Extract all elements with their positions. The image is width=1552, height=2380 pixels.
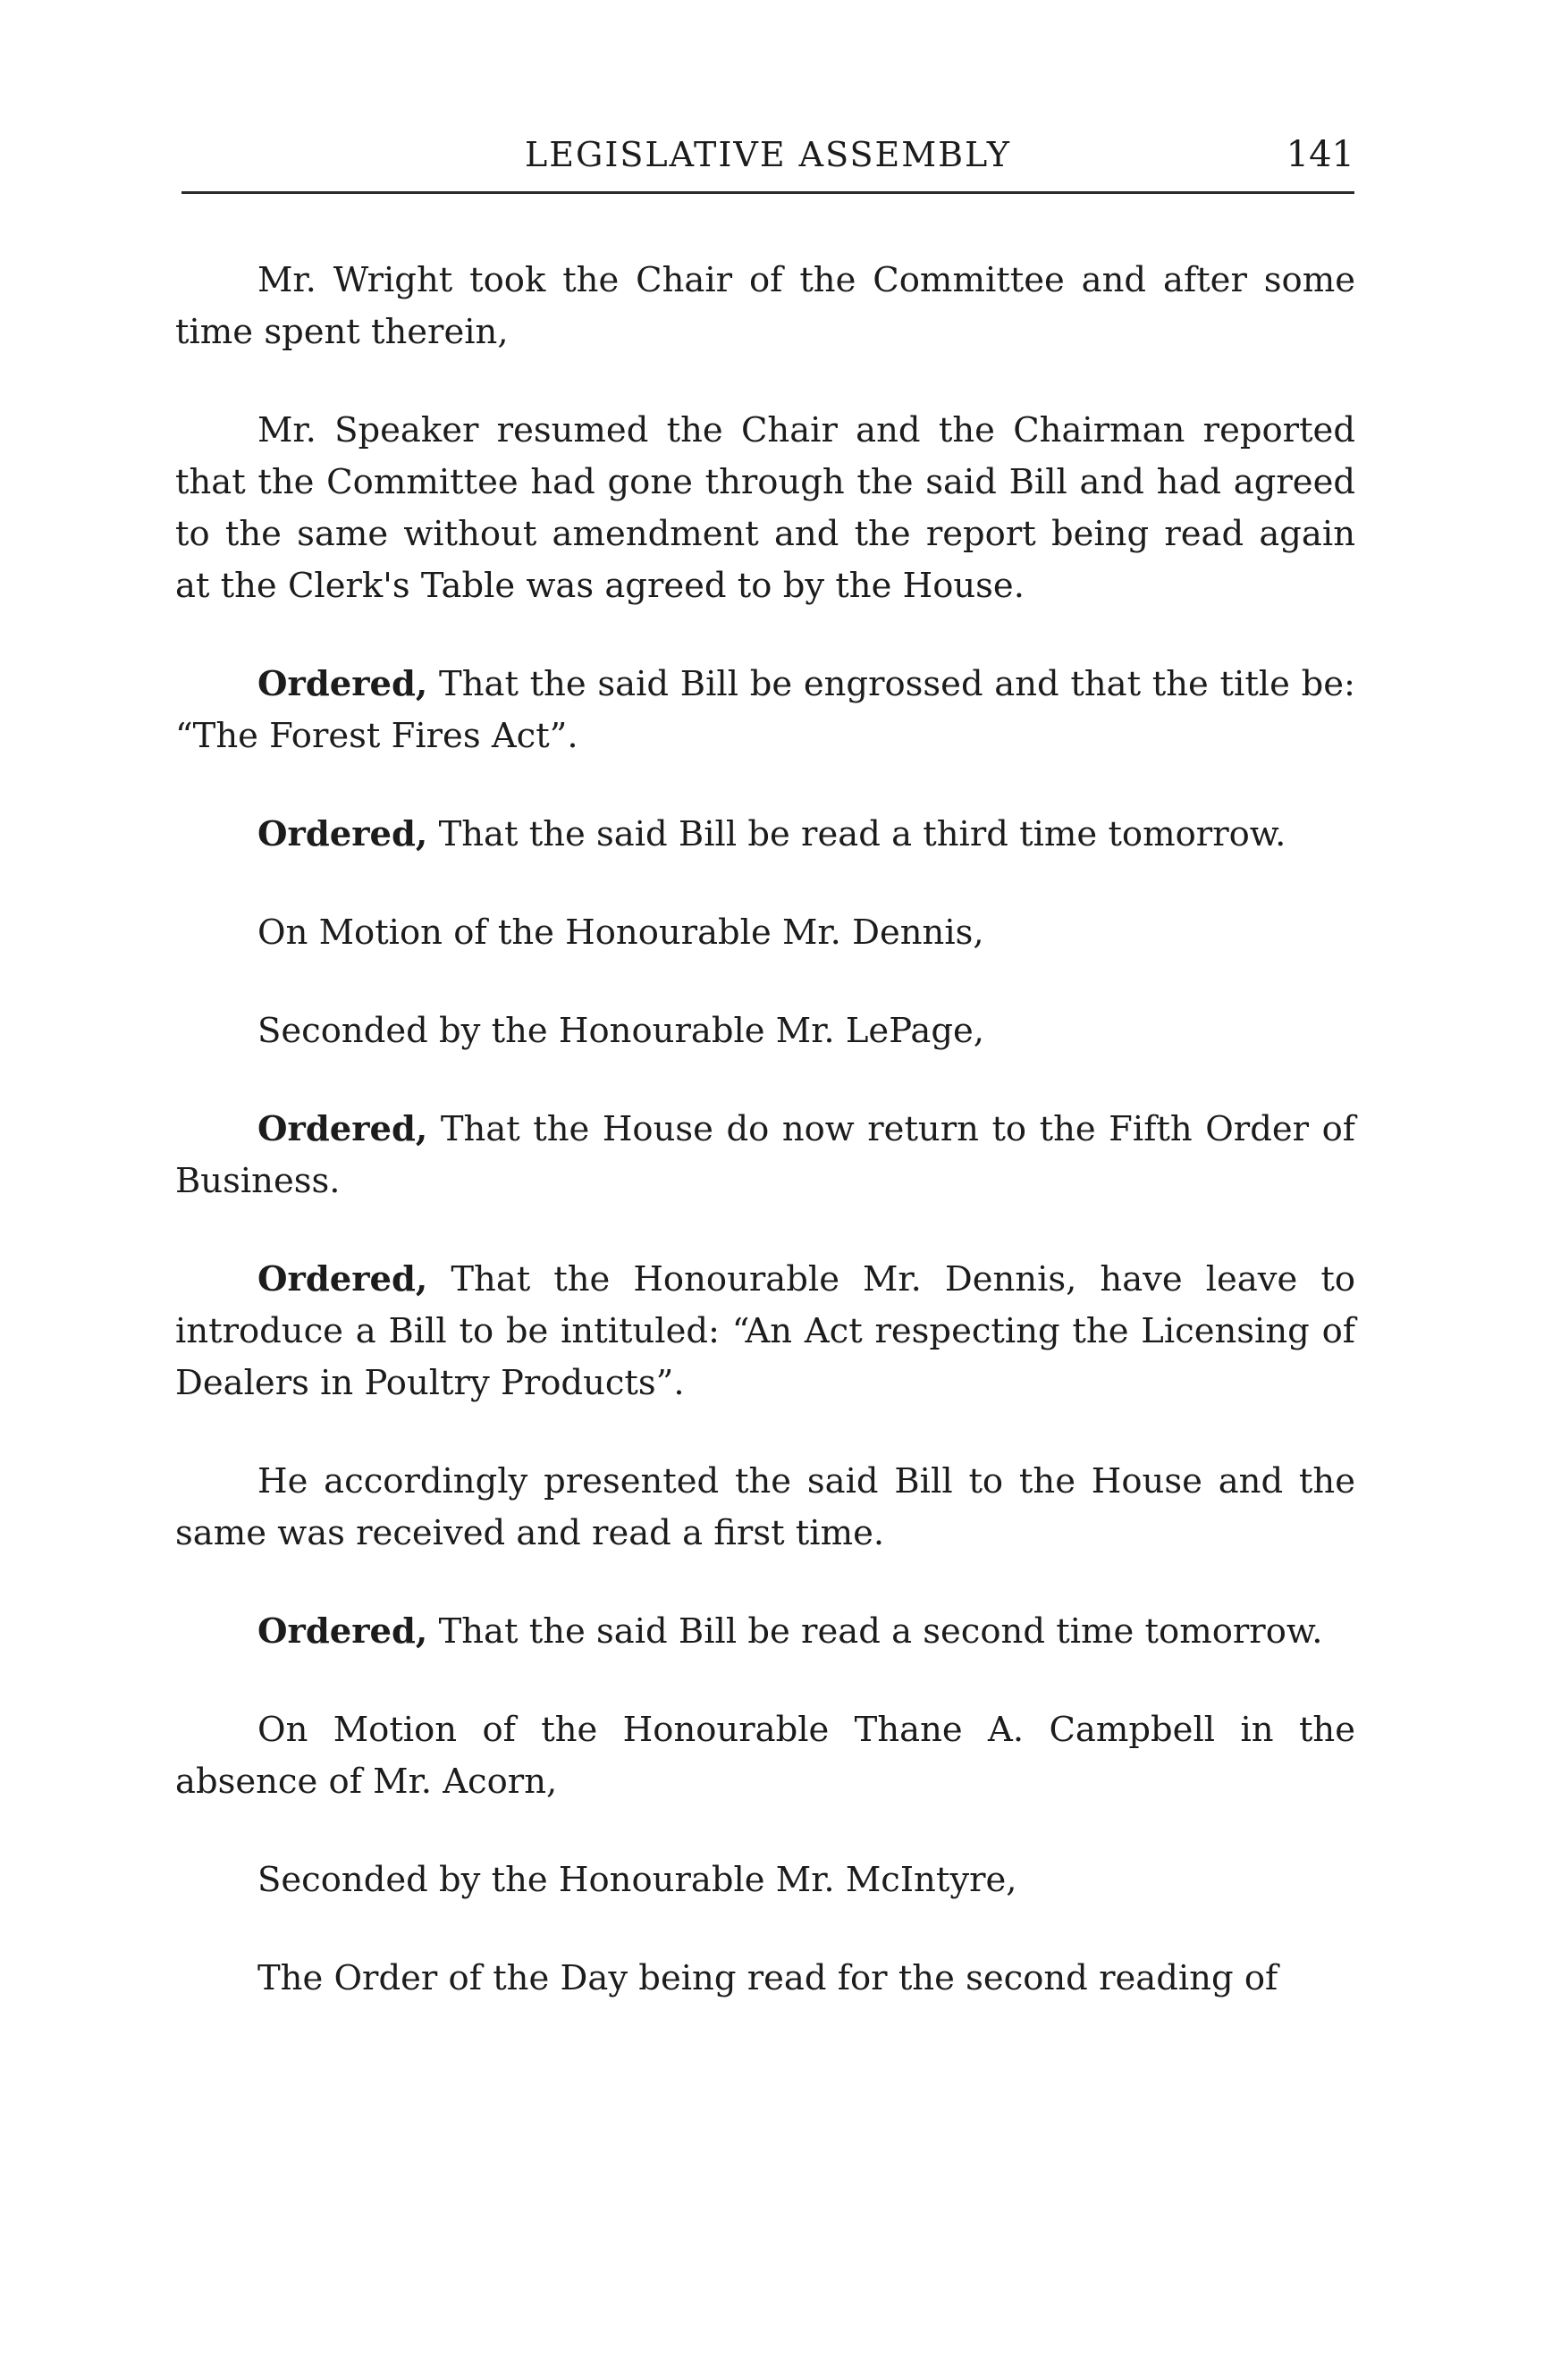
paragraph-lead: Ordered, <box>257 1109 428 1149</box>
paragraph-text: He accordingly presented the said Bill to the House and the same was received and read a first time. <box>175 1461 1355 1553</box>
paragraph-lead: Ordered, <box>257 1259 428 1299</box>
paragraph-ordered-third-reading <box>175 809 1355 861</box>
page-number: 141 <box>1286 134 1354 175</box>
running-head: LEGISLATIVE ASSEMBLY <box>525 135 1011 174</box>
paragraph-lead: Ordered, <box>257 814 428 854</box>
paragraph-text: That the said Bill be read a second time tomorrow. <box>427 1611 1323 1652</box>
body-text <box>175 255 1355 2051</box>
paragraph-ordered-second-reading <box>175 1606 1355 1658</box>
paragraph-seconded-mcintyre <box>175 1854 1355 1906</box>
paragraph-motion-campbell <box>175 1704 1355 1808</box>
paragraph-bill-presented <box>175 1456 1355 1560</box>
paragraph-order-of-day <box>175 1953 1355 2005</box>
paragraph-lead: Ordered, <box>257 664 428 704</box>
paragraph-text: Seconded by the Honourable Mr. McIntyre, <box>257 1860 1017 1900</box>
paragraph-ordered-leave-introduce <box>175 1254 1355 1409</box>
paragraph-motion-dennis <box>175 907 1355 959</box>
paragraph-text: That the said Bill be read a third time tomorrow. <box>427 814 1286 854</box>
paragraph-speaker-resumed <box>175 405 1355 612</box>
paragraph-text: That the said Bill be engrossed and that the title be: “The Forest Fires Act”. <box>175 664 1355 756</box>
paragraph-lead: Ordered, <box>257 1611 428 1652</box>
paragraph-text: Seconded by the Honourable Mr. LePage, <box>257 1011 985 1051</box>
paragraph-seconded-lepage <box>175 1005 1355 1057</box>
paragraph-ordered-fifth-order <box>175 1104 1355 1207</box>
paragraph-text: Mr. Speaker resumed the Chair and the Chairman reported that the Committee had gone through the said Bill and had agreed to the same without amendment and the report being read again at the Clerk's Table was agreed to by the House. <box>175 410 1355 606</box>
paragraph-text: On Motion of the Honourable Thane A. Campbell in the absence of Mr. Acorn, <box>175 1710 1355 1802</box>
header-rule <box>181 191 1354 194</box>
paragraph-text: On Motion of the Honourable Mr. Dennis, <box>257 912 984 953</box>
paragraph-committee-chair <box>175 255 1355 358</box>
paragraph-text: Mr. Wright took the Chair of the Committee and after some time spent therein, <box>175 260 1355 352</box>
paragraph-text: The Order of the Day being read for the second reading of <box>257 1958 1278 1998</box>
paragraph-ordered-engrossed <box>175 659 1355 762</box>
paragraph-text: That the House do now return to the Fifth Order of Business. <box>175 1109 1355 1201</box>
paragraph-text: That the Honourable Mr. Dennis, have leave to introduce a Bill to be intituled: “An Act respecting the Licensing of Dealers in Poultry Products”. <box>175 1259 1355 1403</box>
page-header <box>181 130 1354 180</box>
